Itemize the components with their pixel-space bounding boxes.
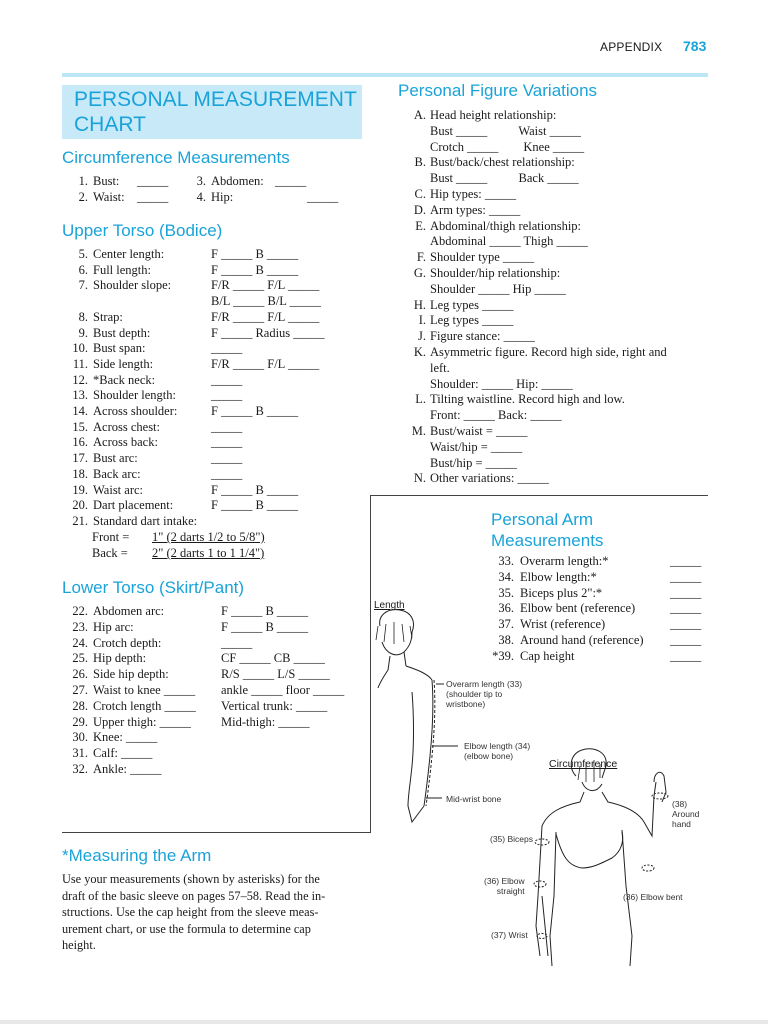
item-value: _____ <box>211 341 243 356</box>
variation-line <box>404 154 575 170</box>
variation-letter: M. <box>411 424 426 438</box>
item-value: F/R _____ F/L _____ <box>211 356 320 371</box>
item-label: Across chest: <box>93 419 160 434</box>
item-label: Elbow bent (reference) <box>520 601 636 616</box>
list-item <box>62 450 242 466</box>
item-number: 23. <box>72 619 88 634</box>
around-hand-caption: (38) Around hand <box>672 799 700 829</box>
left-divider <box>62 832 370 833</box>
variation-text: Shoulder _____ Hip _____ <box>430 281 566 296</box>
lower-torso-heading: Lower Torso (Skirt/Pant) <box>62 578 245 597</box>
item-number: 34. <box>498 569 514 584</box>
item-label: Overarm length:* <box>520 554 609 568</box>
item-number: 7. <box>78 278 88 293</box>
variation-line <box>404 107 556 123</box>
list-item <box>62 619 308 635</box>
variation-line <box>404 376 573 392</box>
overarm-caption: Overarm length (33) (shoulder tip to wristbone) <box>446 679 523 709</box>
variation-line <box>404 186 516 202</box>
paragraph-line: height. <box>62 938 96 952</box>
item-number: 38. <box>498 633 514 647</box>
item-label: Side length: <box>93 356 154 371</box>
variation-text: Waist/hip = _____ <box>430 439 523 454</box>
item-label: Back arc: <box>93 466 141 481</box>
running-header: APPENDIX <box>600 40 663 54</box>
item-label: Bust arc: <box>93 451 138 466</box>
item-label: Strap: <box>93 309 123 324</box>
item-label: Wrist (reference) <box>520 617 606 632</box>
variation-letter: I. <box>418 313 426 328</box>
item-label: Dart placement: <box>93 498 174 513</box>
upper-torso-heading: Upper Torso (Bodice) <box>62 221 223 240</box>
length-label: Length <box>374 600 405 611</box>
item-number: 6. <box>78 262 88 277</box>
variation-text: Abdominal _____ Thigh _____ <box>430 234 588 249</box>
item-value: F _____ B _____ <box>211 262 299 277</box>
variation-text: Head height relationship: <box>430 108 557 122</box>
variation-text: Figure stance: _____ <box>430 329 535 344</box>
item-label: Crotch depth: <box>93 635 162 650</box>
item-blank: _____ <box>670 585 702 600</box>
item-blank: _____ <box>670 617 702 632</box>
item-label: Across shoulder: <box>93 404 178 418</box>
list-item <box>62 698 327 714</box>
item-label: *Back neck: <box>93 372 156 387</box>
elbow-band <box>534 881 546 887</box>
side-figure-icon <box>376 610 433 822</box>
item-label: Full length: <box>93 262 151 277</box>
variation-text: Leg types _____ <box>430 313 514 328</box>
title-line-2: CHART <box>74 113 146 136</box>
variation-letter: D. <box>413 202 426 217</box>
wrist-caption: (37) Wrist <box>491 930 528 940</box>
right-divider <box>370 495 708 496</box>
list-item <box>62 277 319 293</box>
variation-letter: G. <box>413 266 426 280</box>
list-item <box>62 387 242 403</box>
item-blank: _____ <box>670 633 702 647</box>
variation-line <box>404 265 560 281</box>
item-number: 8. <box>78 309 88 324</box>
item-blank: _____ <box>670 648 702 663</box>
variation-line <box>404 391 625 407</box>
variation-letter: L. <box>415 392 426 407</box>
item-number: 32. <box>72 762 88 776</box>
list-item <box>62 325 325 341</box>
list-item <box>486 585 701 601</box>
list-item <box>62 309 319 325</box>
item-label: Shoulder length: <box>93 388 176 403</box>
variation-text: Shoulder/hip relationship: <box>430 266 561 280</box>
item-value: _____ <box>211 388 243 403</box>
list-item <box>62 729 221 745</box>
variation-line <box>404 297 513 313</box>
list-item <box>62 513 211 529</box>
item-value: Vertical trunk: _____ <box>221 698 328 713</box>
variation-line <box>404 218 581 234</box>
item-number: 17. <box>72 451 88 466</box>
item-label: Waist arc: <box>93 482 144 497</box>
title-line-1: PERSONAL MEASUREMENT <box>74 88 357 111</box>
variation-line <box>404 407 562 423</box>
item-number: 22. <box>72 604 88 618</box>
item-number: 14. <box>72 404 88 418</box>
item-number: 21. <box>72 513 88 528</box>
variation-line <box>404 423 527 439</box>
circumference-heading: Circumference Measurements <box>62 148 290 167</box>
elbow-bent-caption: (36) Elbow bent <box>623 892 683 902</box>
list-item <box>486 600 701 616</box>
item-value: F _____ B _____ <box>221 619 309 634</box>
item-label: Elbow length:* <box>520 569 597 584</box>
item-value: _____ <box>211 466 243 481</box>
vertical-divider <box>370 495 371 833</box>
paragraph-line: urement chart, or use the formula to determine cap <box>62 921 311 936</box>
list-item <box>62 497 298 513</box>
list-item <box>62 761 221 777</box>
item-label: Bust span: <box>93 341 146 356</box>
item-label: Hip depth: <box>93 651 147 666</box>
item-label: Center length: <box>93 247 165 261</box>
arm-heading-line-2: Measurements <box>491 531 604 550</box>
list-item <box>62 666 330 682</box>
item-number: 20. <box>72 498 88 513</box>
variation-line <box>404 455 517 471</box>
variation-text: Arm types: _____ <box>430 202 521 217</box>
list-item <box>62 714 310 730</box>
variation-letter: K. <box>413 345 426 359</box>
list-item <box>62 745 221 761</box>
item-label: Hip: <box>211 190 234 204</box>
item-label: Crotch length _____ <box>93 698 196 713</box>
item-number: 28. <box>72 698 88 713</box>
item-number: 31. <box>72 746 88 761</box>
item-number: 18. <box>72 466 88 481</box>
item-value: F/R _____ F/L _____ <box>211 309 320 324</box>
measuring-arm-heading: *Measuring the Arm <box>62 846 212 865</box>
item-number: 30. <box>72 730 88 745</box>
circumference-label: Circumference <box>549 758 618 770</box>
item-number: 36. <box>498 601 514 616</box>
item-number: 12. <box>72 372 88 387</box>
item-number: 5. <box>78 247 88 261</box>
variation-line <box>404 202 520 218</box>
item-label: Cap height <box>520 648 575 663</box>
item-label: Hip arc: <box>93 619 134 634</box>
list-item <box>62 189 168 205</box>
measuring-arm-text <box>62 871 372 954</box>
variation-text: left. <box>430 360 450 375</box>
list-item <box>62 356 319 372</box>
list-item <box>62 262 298 278</box>
item-blank: _____ <box>670 601 702 616</box>
item-label: Waist: <box>93 190 125 204</box>
arm-measurements-heading <box>491 509 603 551</box>
variation-text: Bust _____ Waist _____ <box>430 123 581 138</box>
variation-text: Bust/hip = _____ <box>430 455 517 470</box>
item-blank: _____ <box>670 569 702 584</box>
item-value: CF _____ CB _____ <box>221 651 325 666</box>
biceps-band <box>535 839 549 845</box>
paragraph-line: structions. Use the cap height from the sleeve meas- <box>62 905 319 919</box>
list-item <box>62 682 344 698</box>
item-label: Across back: <box>93 435 158 450</box>
variation-text: Tilting waistline. Record high and low. <box>430 392 625 407</box>
variation-text: Bust/waist = _____ <box>430 424 528 438</box>
variation-text: Hip types: _____ <box>430 187 517 201</box>
list-item <box>62 635 252 651</box>
variation-line <box>404 249 534 265</box>
item-number: 19. <box>72 482 88 497</box>
variation-line <box>404 281 566 297</box>
list-item <box>62 293 321 309</box>
variation-text: Leg types _____ <box>430 297 514 312</box>
item-number: 4. <box>196 190 206 204</box>
item-number: 11. <box>72 356 88 371</box>
paragraph-line: Use your measurements (shown by asterisks) for the <box>62 872 320 886</box>
item-label: Shoulder slope: <box>93 278 172 293</box>
variation-line <box>404 439 522 455</box>
item-value: F _____ B _____ <box>211 498 299 513</box>
item-number: 35. <box>498 585 514 600</box>
list-item <box>180 189 338 205</box>
variation-letter: C. <box>414 187 426 201</box>
header-rule <box>62 73 708 77</box>
variation-text: Bust/back/chest relationship: <box>430 155 575 170</box>
page-title <box>74 87 357 137</box>
item-number: 27. <box>72 683 88 697</box>
variation-text: Asymmetric figure. Record high side, right and <box>430 345 667 359</box>
variation-line <box>404 312 513 328</box>
paragraph-line: draft of the basic sleeve on pages 57–58. Read the in- <box>62 888 326 903</box>
overarm-dash <box>426 680 435 806</box>
item-value: R/S _____ L/S _____ <box>221 667 330 682</box>
variation-line <box>404 470 549 486</box>
item-number: 26. <box>72 667 88 682</box>
elbow-straight-caption: (36) Elbow straight <box>484 876 525 896</box>
list-item <box>62 466 242 482</box>
item-value: ankle _____ floor _____ <box>221 683 345 697</box>
item-value: F _____ B _____ <box>221 604 309 618</box>
item-label: Calf: _____ <box>93 746 153 761</box>
item-label: Ankle: _____ <box>93 762 162 776</box>
list-item <box>486 569 701 585</box>
list-item <box>62 434 242 450</box>
front-figure-icon <box>536 749 666 966</box>
item-number: 15. <box>72 419 88 434</box>
variation-letter: J. <box>418 329 426 344</box>
midwrist-caption: Mid-wrist bone <box>446 794 502 804</box>
elbow-caption: Elbow length (34) (elbow bone) <box>464 741 531 761</box>
item-number: 2. <box>78 190 88 204</box>
item-blank: _____ <box>670 554 702 568</box>
variation-letter: H. <box>413 297 426 312</box>
variation-text: Shoulder type _____ <box>430 250 535 265</box>
item-value: F _____ B _____ <box>211 247 299 261</box>
item-value: F _____ B _____ <box>211 482 299 497</box>
item-number: 3. <box>196 174 206 188</box>
item-value: _____ <box>221 635 253 650</box>
item-number: 1. <box>78 174 88 188</box>
item-label: Knee: _____ <box>93 730 158 745</box>
item-label: Side hip depth: <box>93 667 169 682</box>
item-number: 25. <box>72 651 88 666</box>
list-item <box>62 246 298 262</box>
variation-line <box>404 360 450 376</box>
item-number: 10. <box>72 341 88 356</box>
item-value: F _____ B _____ <box>211 404 299 418</box>
variation-letter: E. <box>415 218 426 233</box>
elbow-bent-band <box>642 865 654 871</box>
variation-letter: A. <box>413 108 426 122</box>
item-label: Bust depth: <box>93 325 151 340</box>
item-value: _____ <box>211 372 243 387</box>
item-label: Bust: <box>93 174 120 188</box>
dart-front: Front = 1" (2 darts 1/2 to 5/8") <box>92 530 265 544</box>
item-blank: _____ <box>275 174 307 188</box>
variation-text: Front: _____ Back: _____ <box>430 408 562 423</box>
item-number: 13. <box>72 388 88 403</box>
item-value: _____ <box>211 419 243 434</box>
item-blank: _____ <box>137 174 169 188</box>
item-blank: _____ <box>137 190 169 204</box>
item-number: 29. <box>72 714 88 729</box>
item-label: Abdomen arc: <box>93 604 165 618</box>
item-label: Abdomen: <box>211 174 264 188</box>
variation-text: Other variations: _____ <box>430 471 549 486</box>
item-number: 33. <box>498 554 514 568</box>
item-label: Biceps plus 2":* <box>520 585 603 600</box>
item-value: _____ <box>211 451 243 466</box>
list-item <box>62 603 308 619</box>
item-label: Standard dart intake: <box>93 513 198 528</box>
item-blank: _____ <box>307 190 339 204</box>
list-item <box>62 173 168 189</box>
biceps-caption: (35) Biceps <box>490 834 533 844</box>
item-number: 9. <box>78 325 88 340</box>
variation-letter: F. <box>416 250 426 265</box>
item-label: Upper thigh: _____ <box>93 714 191 729</box>
variations-heading: Personal Figure Variations <box>398 81 598 100</box>
variation-text: Shoulder: _____ Hip: _____ <box>430 376 573 391</box>
arm-heading-line-1: Personal Arm <box>491 510 594 529</box>
list-item <box>180 173 306 189</box>
variation-line <box>404 344 667 360</box>
variation-line <box>404 123 581 139</box>
item-label: Around hand (reference) <box>520 633 644 647</box>
list-item <box>62 403 298 419</box>
item-number: *39. <box>492 648 514 663</box>
variation-line <box>404 170 579 186</box>
footer-band <box>0 1020 768 1024</box>
list-item <box>62 650 325 666</box>
item-label: Waist to knee _____ <box>93 683 196 697</box>
list-item <box>486 632 701 648</box>
variation-letter: B. <box>414 155 426 170</box>
item-number: 24. <box>72 635 88 650</box>
list-item <box>62 482 298 498</box>
item-value: F _____ Radius _____ <box>211 325 325 340</box>
page-number: 783 <box>683 38 707 54</box>
list-item <box>486 553 701 569</box>
list-item <box>486 648 701 664</box>
item-number: 16. <box>72 435 88 450</box>
item-value: F/R _____ F/L _____ <box>211 278 320 293</box>
item-value: B/L _____ B/L _____ <box>211 294 321 309</box>
variation-line <box>404 233 588 249</box>
item-value: _____ <box>211 435 243 450</box>
variation-letter: N. <box>413 471 426 486</box>
list-item <box>62 340 242 356</box>
variation-line <box>404 139 584 155</box>
variation-line <box>404 328 535 344</box>
variation-text: Abdominal/thigh relationship: <box>430 218 582 233</box>
item-value: Mid-thigh: _____ <box>221 714 310 729</box>
item-number: 37. <box>498 617 514 632</box>
list-item <box>62 419 242 435</box>
list-item <box>486 616 701 632</box>
list-item <box>62 372 242 388</box>
variation-text: Bust _____ Back _____ <box>430 171 579 186</box>
dart-back: Back = 2" (2 darts 1 to 1 1/4") <box>92 546 265 560</box>
variation-text: Crotch _____ Knee _____ <box>430 139 585 154</box>
